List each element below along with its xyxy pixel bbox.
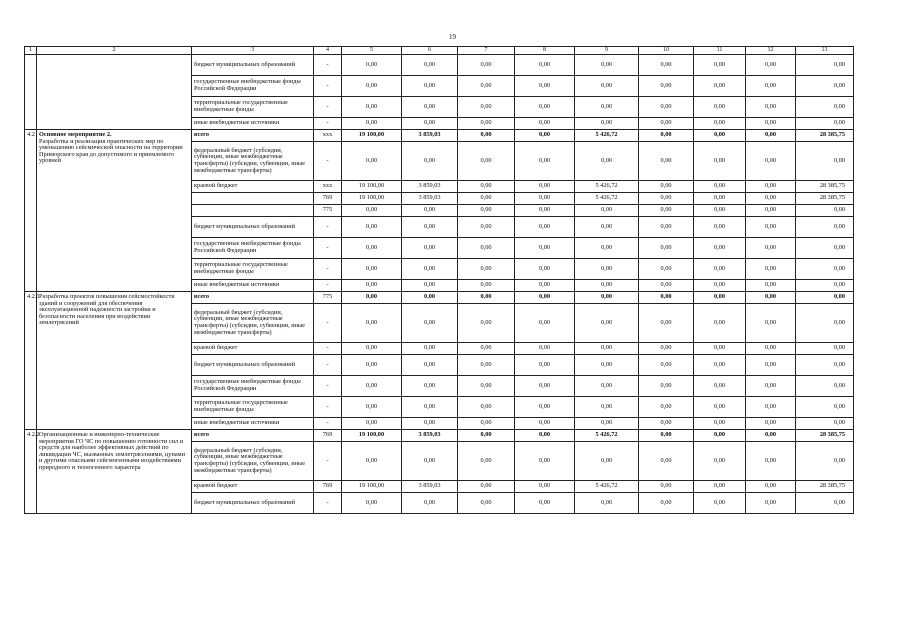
value-cell: 0,00 — [746, 355, 796, 376]
value-cell: 0,00 — [402, 55, 458, 76]
value-cell: 0,00 — [402, 355, 458, 376]
value-cell: 0,00 — [575, 418, 639, 430]
value-cell: 0,00 — [639, 493, 694, 514]
funding-source: иные внебюджетные источники — [192, 118, 314, 130]
value-cell: 0,00 — [575, 118, 639, 130]
value-cell: 0,00 — [694, 493, 746, 514]
value-cell: 0,00 — [458, 130, 515, 142]
value-cell: 0,00 — [515, 376, 575, 397]
value-cell: 0,00 — [639, 259, 694, 280]
value-cell: 0,00 — [342, 442, 402, 481]
value-cell: 0,00 — [694, 430, 746, 442]
value-cell: 28 385,75 — [796, 481, 854, 493]
value-cell: 0,00 — [694, 130, 746, 142]
header-cell: 5 — [342, 47, 402, 55]
budget-code: - — [314, 493, 342, 514]
value-cell: 0,00 — [342, 280, 402, 292]
budget-code: - — [314, 97, 342, 118]
header-cell: 9 — [575, 47, 639, 55]
page-number: 19 — [449, 33, 456, 41]
value-cell: 0,00 — [458, 97, 515, 118]
header-cell: 8 — [515, 47, 575, 55]
value-cell: 0,00 — [575, 217, 639, 238]
value-cell: 0,00 — [746, 55, 796, 76]
value-cell: 3 859,03 — [402, 193, 458, 205]
value-cell: 5 426,72 — [575, 430, 639, 442]
value-cell: 0,00 — [639, 397, 694, 418]
value-cell: 0,00 — [515, 181, 575, 193]
value-cell: 0,00 — [515, 343, 575, 355]
value-cell: 0,00 — [342, 397, 402, 418]
value-cell: 0,00 — [515, 142, 575, 181]
budget-code: - — [314, 238, 342, 259]
value-cell: 0,00 — [458, 55, 515, 76]
item-code: 4.2.2 — [25, 430, 37, 514]
value-cell: 19 100,00 — [342, 430, 402, 442]
table-row — [25, 292, 854, 304]
value-cell: 0,00 — [796, 376, 854, 397]
value-cell: 0,00 — [402, 292, 458, 304]
value-cell: 0,00 — [694, 343, 746, 355]
item-code: 4.2 — [25, 130, 37, 292]
value-cell: 0,00 — [402, 142, 458, 181]
value-cell: 0,00 — [575, 55, 639, 76]
value-cell: 0,00 — [796, 205, 854, 217]
funding-source: государственные внебюджетные фонды Российской Федерации — [192, 238, 314, 259]
item-title — [37, 292, 192, 430]
value-cell: 0,00 — [342, 55, 402, 76]
value-cell: 19 100,00 — [342, 193, 402, 205]
header-cell: 2 — [37, 47, 192, 55]
value-cell: 0,00 — [746, 493, 796, 514]
value-cell: 0,00 — [515, 205, 575, 217]
value-cell: 5 426,72 — [575, 130, 639, 142]
value-cell: 0,00 — [342, 376, 402, 397]
value-cell: 0,00 — [746, 259, 796, 280]
value-cell: 0,00 — [694, 442, 746, 481]
value-cell: 0,00 — [639, 376, 694, 397]
value-cell: 0,00 — [342, 142, 402, 181]
value-cell: 0,00 — [458, 292, 515, 304]
value-cell: 0,00 — [796, 280, 854, 292]
funding-source: краевой бюджет — [192, 343, 314, 355]
funding-source: всего — [192, 430, 314, 442]
value-cell: 0,00 — [694, 259, 746, 280]
value-cell: 28 385,75 — [796, 430, 854, 442]
value-cell: 3 859,03 — [402, 430, 458, 442]
value-cell: 0,00 — [515, 193, 575, 205]
value-cell: 5 426,72 — [575, 193, 639, 205]
value-cell: 0,00 — [402, 493, 458, 514]
value-cell: 28 385,75 — [796, 181, 854, 193]
header-cell: 12 — [746, 47, 796, 55]
budget-code: - — [314, 442, 342, 481]
budget-code: 769 — [314, 430, 342, 442]
value-cell: 0,00 — [515, 76, 575, 97]
value-cell: 0,00 — [639, 238, 694, 259]
funding-source: всего — [192, 130, 314, 142]
value-cell: 0,00 — [639, 97, 694, 118]
value-cell: 0,00 — [639, 118, 694, 130]
funding-source: бюджет муниципальных образований — [192, 55, 314, 76]
value-cell: 0,00 — [746, 76, 796, 97]
budget-code: 775 — [314, 292, 342, 304]
value-cell: 0,00 — [515, 481, 575, 493]
value-cell: 0,00 — [515, 493, 575, 514]
value-cell: 0,00 — [575, 142, 639, 181]
value-cell: 0,00 — [458, 142, 515, 181]
budget-code: - — [314, 304, 342, 343]
value-cell: 0,00 — [746, 181, 796, 193]
item-code: 4.2.1 — [25, 292, 37, 430]
value-cell: 28 385,75 — [796, 130, 854, 142]
header-cell: 13 — [796, 47, 854, 55]
value-cell: 0,00 — [342, 304, 402, 343]
value-cell: 0,00 — [575, 442, 639, 481]
header-cell: 7 — [458, 47, 515, 55]
header-cell: 6 — [402, 47, 458, 55]
budget-code: ххх — [314, 181, 342, 193]
value-cell: 0,00 — [458, 193, 515, 205]
value-cell: 5 426,72 — [575, 481, 639, 493]
value-cell: 0,00 — [342, 205, 402, 217]
value-cell: 0,00 — [746, 142, 796, 181]
value-cell: 0,00 — [458, 442, 515, 481]
value-cell: 0,00 — [746, 130, 796, 142]
value-cell: 0,00 — [746, 481, 796, 493]
value-cell: 0,00 — [639, 418, 694, 430]
value-cell: 0,00 — [639, 55, 694, 76]
value-cell: 0,00 — [796, 97, 854, 118]
value-cell: 0,00 — [458, 217, 515, 238]
funding-source: всего — [192, 292, 314, 304]
value-cell: 0,00 — [575, 304, 639, 343]
value-cell: 0,00 — [458, 280, 515, 292]
value-cell: 0,00 — [402, 76, 458, 97]
value-cell: 0,00 — [694, 217, 746, 238]
value-cell: 0,00 — [639, 430, 694, 442]
budget-code: ххх — [314, 130, 342, 142]
value-cell: 0,00 — [342, 76, 402, 97]
value-cell: 0,00 — [746, 217, 796, 238]
funding-source: территориальные государственные внебюджетные фонды — [192, 97, 314, 118]
funding-source: государственные внебюджетные фонды Российской Федерации — [192, 376, 314, 397]
value-cell: 0,00 — [694, 418, 746, 430]
funding-source: бюджет муниципальных образований — [192, 493, 314, 514]
budget-code: - — [314, 76, 342, 97]
value-cell: 0,00 — [575, 397, 639, 418]
header-cell: 1 — [25, 47, 37, 55]
value-cell: 0,00 — [639, 181, 694, 193]
value-cell: 0,00 — [746, 397, 796, 418]
value-cell: 0,00 — [458, 181, 515, 193]
value-cell: 3 859,03 — [402, 130, 458, 142]
value-cell: 0,00 — [796, 343, 854, 355]
value-cell: 0,00 — [694, 280, 746, 292]
value-cell: 0,00 — [639, 280, 694, 292]
value-cell: 0,00 — [694, 238, 746, 259]
item-title-text: Разработка и реализация практических мер по уменьшению сейсмической опасности на территории Приморского края до допустимого и приемлемого уровней — [39, 137, 183, 165]
value-cell: 0,00 — [402, 442, 458, 481]
value-cell: 0,00 — [342, 493, 402, 514]
value-cell: 0,00 — [694, 76, 746, 97]
value-cell: 0,00 — [458, 397, 515, 418]
value-cell: 0,00 — [458, 430, 515, 442]
item-title-text: Организационные и инженерно-технические мероприятия ГО ЧС по повышению готовности сил и средств для наиболее эффективных действий по ликвидации ЧС, вызванных землетрясениями, цунами и другими опасными сейсмогенными воздействиями природного и техногенного характера — [39, 431, 186, 472]
value-cell: 0,00 — [402, 238, 458, 259]
item-title — [37, 430, 192, 514]
funding-source: федеральный бюджет (субсидии, субвенции, иные межбюджетные трансферты) (субсидии, субвенции, иные межбюджетные трансферты) — [192, 442, 314, 481]
value-cell: 0,00 — [515, 430, 575, 442]
value-cell: 0,00 — [796, 292, 854, 304]
value-cell: 0,00 — [694, 118, 746, 130]
budget-code: - — [314, 418, 342, 430]
value-cell: 0,00 — [796, 55, 854, 76]
value-cell: 0,00 — [694, 55, 746, 76]
header-cell: 11 — [694, 47, 746, 55]
value-cell: 0,00 — [746, 430, 796, 442]
funding-source: государственные внебюджетные фонды Российской Федерации — [192, 76, 314, 97]
value-cell: 0,00 — [402, 418, 458, 430]
value-cell: 19 100,00 — [342, 130, 402, 142]
value-cell: 0,00 — [746, 292, 796, 304]
value-cell: 3 859,03 — [402, 481, 458, 493]
value-cell: 0,00 — [694, 205, 746, 217]
value-cell: 0,00 — [639, 76, 694, 97]
value-cell: 0,00 — [796, 76, 854, 97]
value-cell: 0,00 — [746, 418, 796, 430]
value-cell: 0,00 — [402, 376, 458, 397]
table-row — [25, 55, 854, 76]
value-cell: 0,00 — [515, 259, 575, 280]
value-cell: 0,00 — [515, 397, 575, 418]
budget-code: - — [314, 55, 342, 76]
value-cell: 0,00 — [458, 205, 515, 217]
value-cell: 0,00 — [515, 304, 575, 343]
value-cell: 0,00 — [458, 238, 515, 259]
value-cell: 0,00 — [575, 493, 639, 514]
value-cell: 0,00 — [746, 280, 796, 292]
table-row — [25, 130, 854, 142]
value-cell: 0,00 — [458, 481, 515, 493]
value-cell: 0,00 — [796, 493, 854, 514]
value-cell: 0,00 — [402, 259, 458, 280]
value-cell: 0,00 — [796, 259, 854, 280]
value-cell: 0,00 — [796, 418, 854, 430]
funding-source: краевой бюджет — [192, 181, 314, 193]
funding-source: иные внебюджетные источники — [192, 418, 314, 430]
budget-code: - — [314, 355, 342, 376]
value-cell: 0,00 — [342, 343, 402, 355]
funding-source: иные внебюджетные источники — [192, 280, 314, 292]
value-cell: 0,00 — [515, 130, 575, 142]
value-cell: 0,00 — [796, 238, 854, 259]
value-cell: 0,00 — [746, 238, 796, 259]
value-cell: 19 100,00 — [342, 481, 402, 493]
value-cell: 0,00 — [575, 280, 639, 292]
funding-source: бюджет муниципальных образований — [192, 217, 314, 238]
value-cell: 0,00 — [639, 130, 694, 142]
value-cell: 0,00 — [575, 343, 639, 355]
value-cell: 0,00 — [694, 304, 746, 343]
value-cell: 0,00 — [639, 442, 694, 481]
value-cell: 0,00 — [796, 217, 854, 238]
value-cell: 28 385,75 — [796, 193, 854, 205]
value-cell: 0,00 — [402, 118, 458, 130]
value-cell: 0,00 — [458, 118, 515, 130]
value-cell: 0,00 — [342, 97, 402, 118]
budget-code: - — [314, 280, 342, 292]
value-cell: 0,00 — [746, 193, 796, 205]
funding-source: территориальные государственные внебюджетные фонды — [192, 259, 314, 280]
value-cell: 0,00 — [575, 292, 639, 304]
value-cell: 0,00 — [575, 97, 639, 118]
funding-source — [192, 205, 314, 217]
value-cell: 0,00 — [515, 280, 575, 292]
funding-source: федеральный бюджет (субсидии, субвенции, иные межбюджетные трансферты) (субсидии, субвенции, иные межбюджетные трансферты) — [192, 304, 314, 343]
value-cell: 0,00 — [694, 193, 746, 205]
value-cell: 0,00 — [342, 118, 402, 130]
value-cell: 0,00 — [458, 304, 515, 343]
value-cell: 0,00 — [342, 355, 402, 376]
value-cell: 0,00 — [342, 418, 402, 430]
value-cell: 0,00 — [575, 376, 639, 397]
value-cell: 0,00 — [639, 217, 694, 238]
value-cell: 19 100,00 — [342, 181, 402, 193]
value-cell: 0,00 — [796, 304, 854, 343]
item-title-text: Разработка проектов повышения сейсмостойкости зданий и сооружений для обеспечения эксплуатационной надежности застройки и безопасности населения при воздействии землетрясений — [39, 293, 175, 327]
budget-code: - — [314, 142, 342, 181]
value-cell: 0,00 — [402, 97, 458, 118]
funding-source — [192, 193, 314, 205]
value-cell: 0,00 — [639, 343, 694, 355]
value-cell: 0,00 — [694, 292, 746, 304]
value-cell: 0,00 — [515, 238, 575, 259]
value-cell: 0,00 — [796, 442, 854, 481]
value-cell: 0,00 — [639, 304, 694, 343]
value-cell: 0,00 — [342, 259, 402, 280]
budget-code: - — [314, 376, 342, 397]
budget-code: 769 — [314, 481, 342, 493]
value-cell: 0,00 — [746, 442, 796, 481]
value-cell: 0,00 — [746, 304, 796, 343]
value-cell: 0,00 — [639, 481, 694, 493]
value-cell: 3 859,03 — [402, 181, 458, 193]
value-cell: 0,00 — [575, 259, 639, 280]
value-cell: 0,00 — [458, 376, 515, 397]
value-cell: 0,00 — [515, 442, 575, 481]
value-cell: 0,00 — [342, 292, 402, 304]
value-cell: 0,00 — [694, 97, 746, 118]
funding-source: территориальные государственные внебюджетные фонды — [192, 397, 314, 418]
budget-code: - — [314, 397, 342, 418]
item-code — [25, 55, 37, 130]
value-cell: 0,00 — [402, 343, 458, 355]
value-cell: 0,00 — [575, 76, 639, 97]
value-cell: 0,00 — [458, 259, 515, 280]
value-cell: 0,00 — [694, 397, 746, 418]
value-cell: 0,00 — [746, 205, 796, 217]
value-cell: 0,00 — [402, 397, 458, 418]
value-cell: 0,00 — [402, 280, 458, 292]
item-title — [37, 55, 192, 130]
value-cell: 0,00 — [796, 118, 854, 130]
value-cell: 0,00 — [515, 292, 575, 304]
value-cell: 0,00 — [515, 55, 575, 76]
budget-code: - — [314, 217, 342, 238]
value-cell: 0,00 — [515, 97, 575, 118]
value-cell: 0,00 — [575, 355, 639, 376]
value-cell: 0,00 — [796, 397, 854, 418]
value-cell: 0,00 — [515, 118, 575, 130]
table-row — [25, 430, 854, 442]
value-cell: 0,00 — [796, 142, 854, 181]
value-cell: 0,00 — [694, 181, 746, 193]
value-cell: 0,00 — [515, 418, 575, 430]
value-cell: 0,00 — [639, 205, 694, 217]
value-cell: 0,00 — [746, 118, 796, 130]
budget-table — [24, 46, 854, 514]
value-cell: 0,00 — [575, 238, 639, 259]
budget-code: 775 — [314, 205, 342, 217]
value-cell: 0,00 — [746, 97, 796, 118]
value-cell: 0,00 — [342, 238, 402, 259]
header-cell: 3 — [192, 47, 314, 55]
value-cell: 0,00 — [639, 193, 694, 205]
value-cell: 0,00 — [639, 292, 694, 304]
value-cell: 0,00 — [458, 355, 515, 376]
value-cell: 0,00 — [515, 217, 575, 238]
value-cell: 0,00 — [515, 355, 575, 376]
budget-code: - — [314, 118, 342, 130]
value-cell: 0,00 — [639, 355, 694, 376]
value-cell: 5 426,72 — [575, 181, 639, 193]
value-cell: 0,00 — [694, 142, 746, 181]
header-row — [25, 47, 854, 55]
value-cell: 0,00 — [639, 142, 694, 181]
value-cell: 0,00 — [458, 418, 515, 430]
budget-code: - — [314, 343, 342, 355]
value-cell: 0,00 — [746, 376, 796, 397]
value-cell: 0,00 — [402, 205, 458, 217]
budget-code: 769 — [314, 193, 342, 205]
value-cell: 0,00 — [694, 481, 746, 493]
value-cell: 0,00 — [402, 217, 458, 238]
value-cell: 0,00 — [796, 355, 854, 376]
value-cell: 0,00 — [342, 217, 402, 238]
value-cell: 0,00 — [575, 205, 639, 217]
item-title — [37, 130, 192, 292]
value-cell: 0,00 — [458, 76, 515, 97]
value-cell: 0,00 — [458, 493, 515, 514]
funding-source: краевой бюджет — [192, 481, 314, 493]
value-cell: 0,00 — [746, 343, 796, 355]
budget-code: - — [314, 259, 342, 280]
funding-source: федеральный бюджет (субсидии, субвенции, иные межбюджетные трансферты) (субсидии, субвенции, иные межбюджетные трансферты) — [192, 142, 314, 181]
item-title-bold: Основное мероприятие 2. — [39, 131, 112, 138]
value-cell: 0,00 — [458, 343, 515, 355]
header-cell: 4 — [314, 47, 342, 55]
value-cell: 0,00 — [694, 376, 746, 397]
funding-source: бюджет муниципальных образований — [192, 355, 314, 376]
value-cell: 0,00 — [402, 304, 458, 343]
header-cell: 10 — [639, 47, 694, 55]
value-cell: 0,00 — [694, 355, 746, 376]
